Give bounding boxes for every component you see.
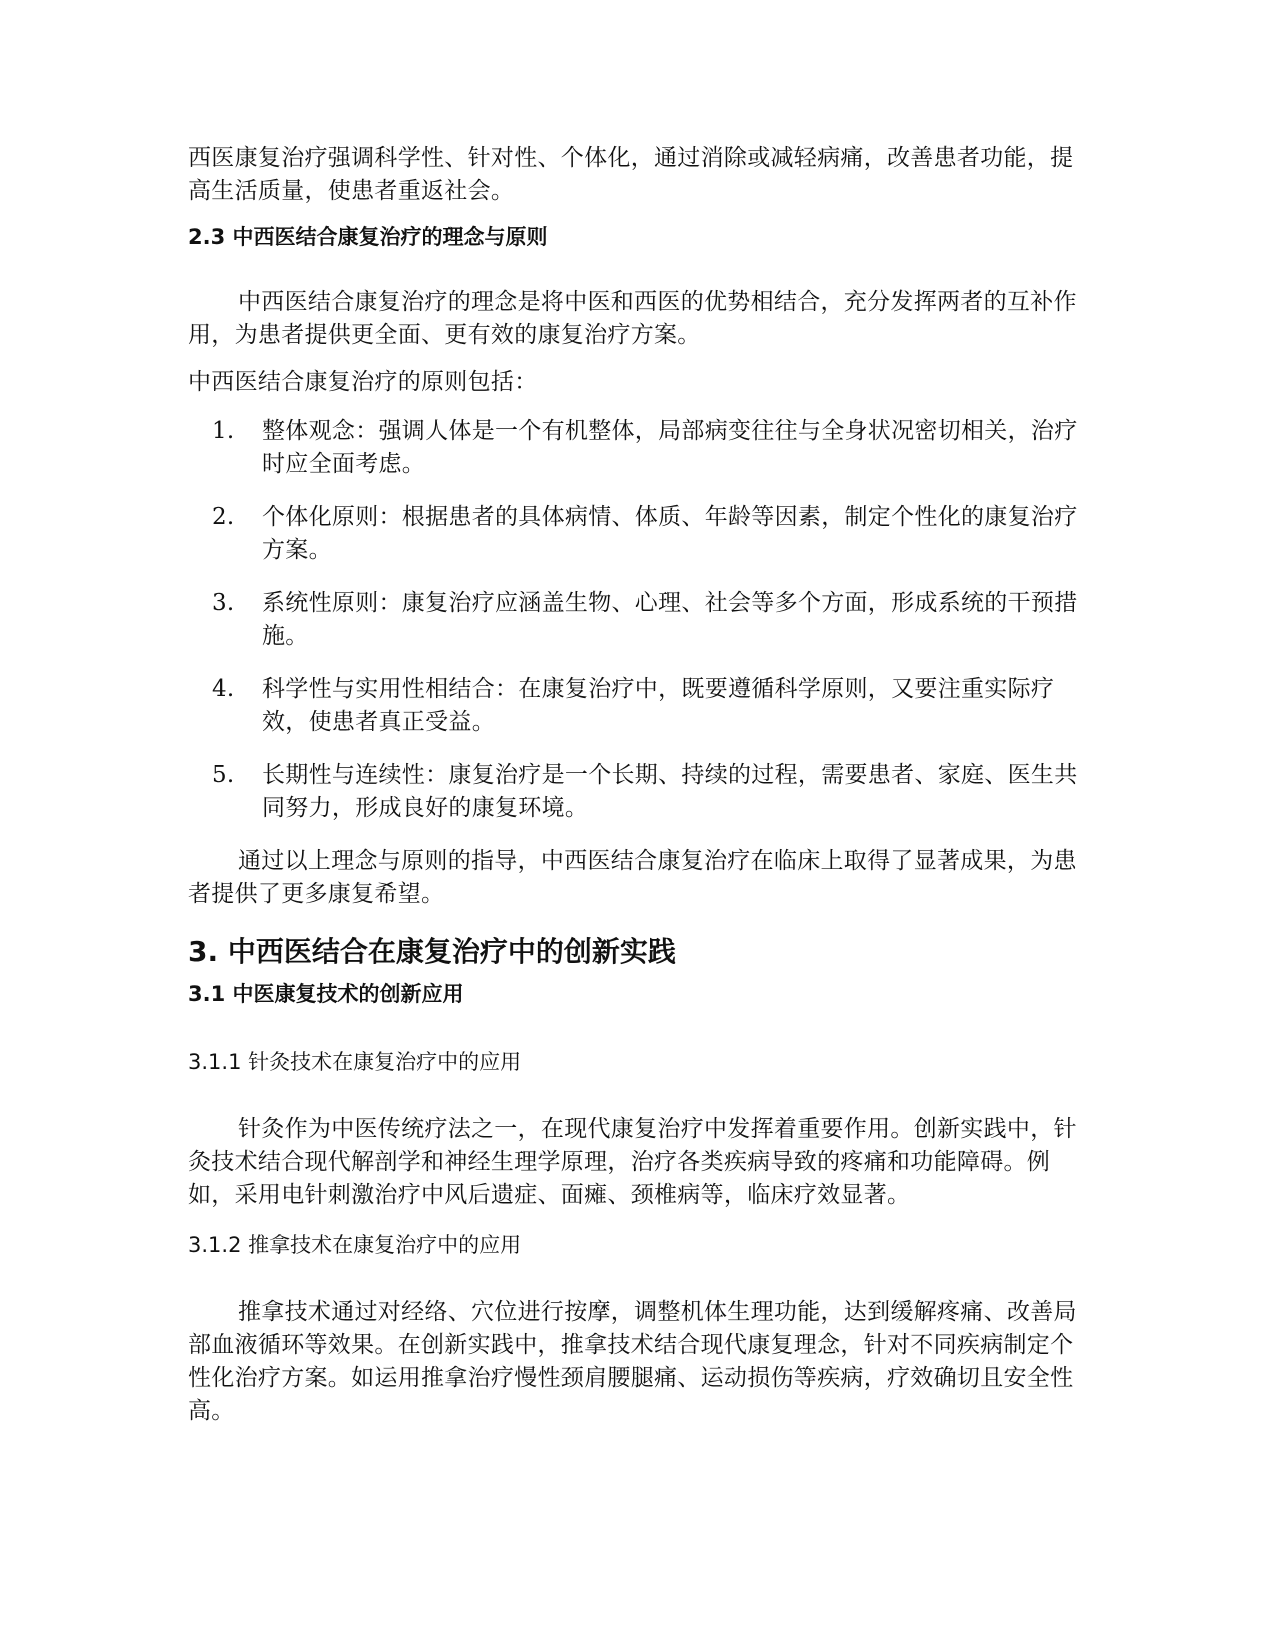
heading-3-1: 3.1 中医康复技术的创新应用 xyxy=(188,982,464,1006)
list-number: 5. xyxy=(212,762,235,788)
list-number: 2. xyxy=(212,504,235,530)
list-item-text: 整体观念：强调人体是一个有机整体，局部病变往往与全身状况密切相关，治疗时应全面考虑。 xyxy=(262,418,1078,477)
list-item-text: 系统性原则：康复治疗应涵盖生物、心理、社会等多个方面，形成系统的干预措施。 xyxy=(262,590,1078,649)
intro-paragraph: 西医康复治疗强调科学性、针对性、个体化，通过消除或减轻病痛，改善患者功能，提高生活质量，使患者重返社会。 xyxy=(188,145,1074,204)
heading-3: 3. 中西医结合在康复治疗中的创新实践 xyxy=(188,935,676,968)
list-number: 3. xyxy=(212,590,235,616)
principles-list xyxy=(188,415,1088,825)
principles-summary: 通过以上理念与原则的指导，中西医结合康复治疗在临床上取得了显著成果，为患者提供了更多康复希望。 xyxy=(188,848,1077,907)
list-item xyxy=(188,587,1088,653)
list-item-text: 科学性与实用性相结合：在康复治疗中，既要遵循科学原则，又要注重实际疗效，使患者真正受益。 xyxy=(262,676,1055,735)
concept-paragraph: 中西医结合康复治疗的理念是将中医和西医的优势相结合，充分发挥两者的互补作用，为患者提供更全面、更有效的康复治疗方案。 xyxy=(188,289,1077,348)
list-item xyxy=(188,415,1088,481)
list-item xyxy=(188,501,1088,567)
principles-lead: 中西医结合康复治疗的原则包括： xyxy=(188,369,538,395)
list-item xyxy=(188,673,1088,739)
list-number: 1. xyxy=(212,418,235,444)
heading-2-3: 2.3 中西医结合康复治疗的理念与原则 xyxy=(188,225,548,249)
list-item-text: 长期性与连续性：康复治疗是一个长期、持续的过程，需要患者、家庭、医生共同努力，形成良好的康复环境。 xyxy=(262,762,1078,821)
acupuncture-paragraph: 针灸作为中医传统疗法之一，在现代康复治疗中发挥着重要作用。创新实践中，针灸技术结合现代解剖学和神经生理学原理，治疗各类疾病导致的疼痛和功能障碍。例如，采用电针刺激治疗中风后遗症、面瘫、颈椎病等，临床疗效显著。 xyxy=(188,1116,1077,1208)
list-number: 4. xyxy=(212,676,235,702)
massage-paragraph: 推拿技术通过对经络、穴位进行按摩，调整机体生理功能，达到缓解疼痛、改善局部血液循环等效果。在创新实践中，推拿技术结合现代康复理念，针对不同疾病制定个性化治疗方案。如运用推拿治疗慢性颈肩腰腿痛、运动损伤等疾病，疗效确切且安全性高。 xyxy=(188,1299,1077,1424)
heading-3-1-1: 3.1.1 针灸技术在康复治疗中的应用 xyxy=(188,1050,522,1074)
document-page xyxy=(188,142,1088,1442)
list-item-text: 个体化原则：根据患者的具体病情、体质、年龄等因素，制定个性化的康复治疗方案。 xyxy=(262,504,1078,563)
heading-3-1-2: 3.1.2 推拿技术在康复治疗中的应用 xyxy=(188,1233,522,1257)
list-item xyxy=(188,759,1088,825)
